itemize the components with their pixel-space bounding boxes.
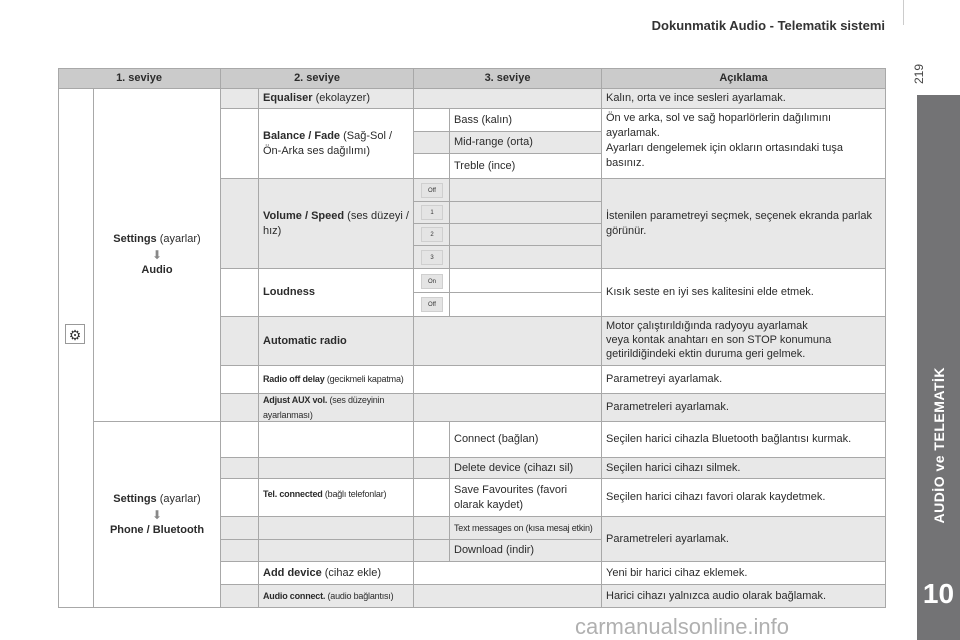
blank-cell [414, 132, 450, 154]
blank-cell [414, 422, 450, 458]
download-option: Download (indir) [450, 540, 602, 562]
blank-cell [414, 154, 450, 179]
adjust-aux-desc: Parametreleri ayarlamak. [602, 394, 886, 422]
connect-option: Connect (bağlan) [450, 422, 602, 458]
save-favourites-desc: Seçilen harici cihazı favori olarak kaydetmek. [602, 479, 886, 517]
blank-cell [221, 422, 259, 458]
loudness-desc: Kısık seste en iyi ses kalitesini elde etmek. [602, 269, 886, 317]
midrange-option: Mid-range (orta) [450, 132, 602, 154]
volume-desc: İstenilen parametreyi seçmek, seçenek ekranda parlak görünür. [602, 179, 886, 269]
settings-label-tr: (ayarlar) [156, 233, 201, 245]
settings-label-tr: (ayarlar) [156, 492, 201, 505]
col-header-description: Açıklama [602, 68, 886, 89]
header-divider [903, 0, 904, 25]
audio-connect-cell: Audio connect. (audio bağlantısı) [259, 585, 414, 608]
blank-cell [221, 394, 259, 422]
blank-cell [414, 366, 602, 394]
text-messages-desc: Parametreleri ayarlamak. [602, 517, 886, 562]
blank-cell [259, 517, 414, 540]
blank-cell [414, 517, 450, 540]
chapter-label: AUDİO ve TELEMATİK [930, 366, 947, 524]
blank-cell [450, 202, 602, 224]
off-badge-icon: Off [421, 183, 443, 198]
delete-option: Delete device (cihazı sil) [450, 458, 602, 479]
auto-radio-cell: Automatic radio [259, 317, 414, 366]
add-device-cell: Add device (cihaz ekle) [259, 562, 414, 585]
blank-cell [414, 317, 602, 366]
blank-cell [221, 585, 259, 608]
blank-cell [414, 585, 602, 608]
blank-cell [221, 179, 259, 269]
off-badge-icon: Off [421, 297, 443, 312]
blank-cell [414, 562, 602, 585]
blank-cell [414, 394, 602, 422]
equaliser-cell: Equaliser (ekolayzer) [259, 89, 414, 109]
blank-cell [414, 479, 450, 517]
treble-option: Treble (ince) [450, 154, 602, 179]
settings-label: Settings [113, 492, 157, 505]
blank-cell [414, 540, 450, 562]
balance-cell: Balance / Fade (Sağ-Sol / Ön-Arka ses dağılımı) [259, 109, 414, 179]
blank-cell [221, 366, 259, 394]
tel-connected-cell: Tel. connected (bağlı telefonlar) [259, 479, 414, 517]
chapter-side-tab [917, 95, 960, 640]
blank-cell [221, 269, 259, 317]
page-header-title: Dokunmatik Audio - Telematik sistemi [651, 18, 885, 33]
auto-radio-desc: Motor çalıştırıldığında radyoyu ayarlamak veya kontak anahtarı en son STOP konumuna getirildiğindeki ektin duruma geri gelmek. [602, 317, 886, 366]
page-number: 219 [912, 63, 926, 85]
level-2-badge-icon: 2 [421, 227, 443, 242]
blank-cell [414, 458, 450, 479]
settings-gear-icon: ⚙ [65, 324, 85, 344]
blank-cell [414, 89, 602, 109]
blank-cell [221, 317, 259, 366]
blank-cell [259, 422, 414, 458]
blank-cell [450, 179, 602, 202]
phone-bluetooth-label: Phone / Bluetooth [109, 523, 205, 536]
col-header-level1: 1. seviye [58, 68, 221, 89]
blank-cell [259, 540, 414, 562]
col-header-level2: 2. seviye [221, 68, 414, 89]
volume-cell: Volume / Speed (ses düzeyi / hız) [259, 179, 414, 269]
watermark: carmanualsonline.info [575, 614, 790, 639]
connect-desc: Seçilen harici cihazla Bluetooth bağlantısı kurmak. [602, 422, 886, 458]
arrow-down-icon: ⬇ [151, 248, 163, 262]
level-3-badge-icon: 3 [421, 250, 443, 265]
blank-cell [221, 458, 259, 479]
blank-cell [259, 458, 414, 479]
adjust-aux-cell: Adjust AUX vol. (ses düzeyinin ayarlanması) [259, 394, 414, 422]
balance-desc: Ön ve arka, sol ve sağ hoparlörlerin dağılımını ayarlamak. Ayarları dengelemek için okların ortasındaki tuşa basınız. [602, 109, 886, 179]
audio-connect-desc: Harici cihazı yalnızca audio olarak bağlamak. [602, 585, 886, 608]
chapter-number: 10 [922, 578, 955, 609]
blank-cell [450, 224, 602, 246]
blank-cell [221, 479, 259, 517]
blank-cell [221, 540, 259, 562]
blank-cell [221, 562, 259, 585]
settings-icon-cell [58, 89, 94, 608]
equaliser-desc: Kalın, orta ve ince sesleri ayarlamak. [602, 89, 886, 109]
level-1-badge-icon: 1 [421, 205, 443, 220]
arrow-down-icon: ⬇ [151, 507, 163, 522]
settings-phone-cell [94, 422, 221, 608]
radio-off-delay-cell: Radio off delay (gecikmeli kapatma) [259, 366, 414, 394]
blank-cell [414, 109, 450, 132]
audio-label: Audio [141, 264, 173, 276]
save-favourites-option: Save Favourites (favori olarak kaydet) [450, 479, 602, 517]
settings-audio-cell [94, 89, 221, 422]
blank-cell [221, 89, 259, 109]
delete-desc: Seçilen harici cihazı silmek. [602, 458, 886, 479]
blank-cell [450, 293, 602, 317]
blank-cell [450, 269, 602, 293]
on-badge-icon: On [421, 274, 443, 289]
add-device-desc: Yeni bir harici cihaz eklemek. [602, 562, 886, 585]
loudness-cell: Loudness [259, 269, 414, 317]
bass-option: Bass (kalın) [450, 109, 602, 132]
settings-label: Settings [113, 233, 157, 245]
col-header-level3: 3. seviye [414, 68, 602, 89]
blank-cell [221, 517, 259, 540]
text-messages-option: Text messages on (kısa mesaj etkin) [450, 517, 602, 540]
blank-cell [450, 246, 602, 269]
blank-cell [221, 109, 259, 179]
radio-off-desc: Parametreyi ayarlamak. [602, 366, 886, 394]
